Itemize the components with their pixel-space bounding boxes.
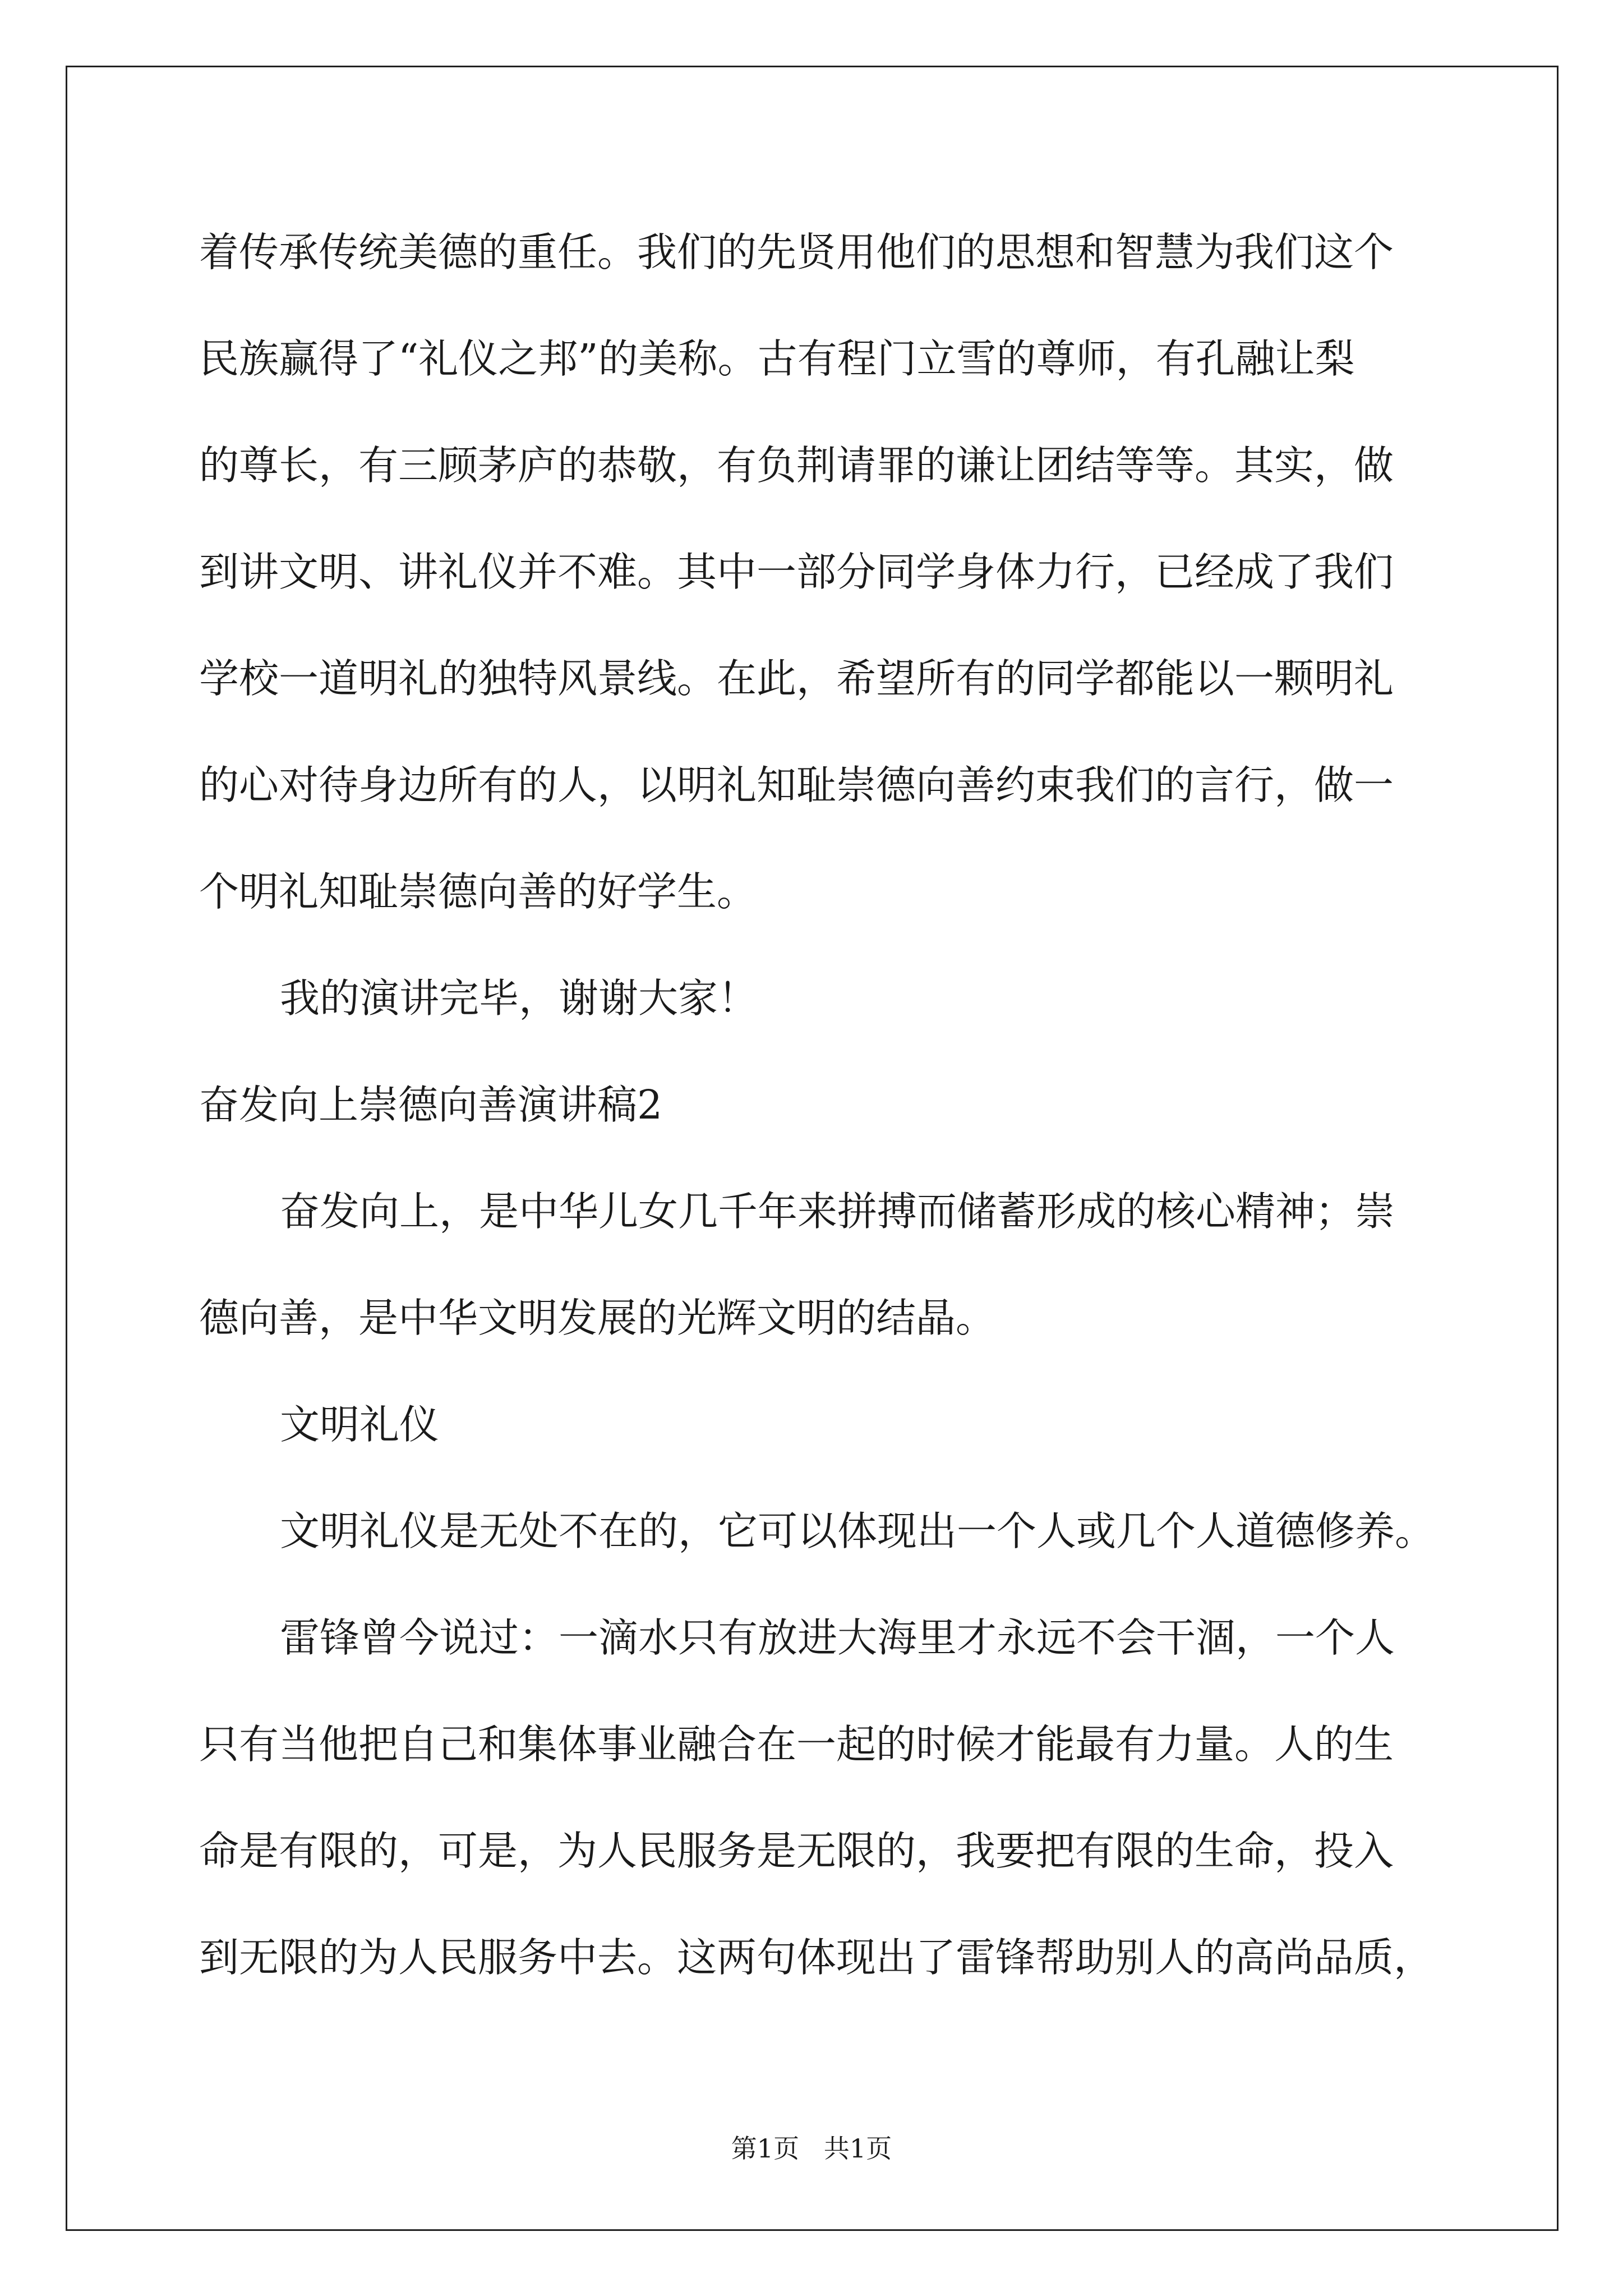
text-line: 的尊长，有三顾茅庐的恭敬，有负荆请罪的谦让团结等等。其实，做 <box>199 442 1394 489</box>
closing-line: 我的演讲完毕，谢谢大家！ <box>280 975 758 1022</box>
text-line: 雷锋曾今说过：一滴水只有放进大海里才永远不会干涸，一个人 <box>280 1614 1395 1661</box>
document-body <box>199 216 1433 2028</box>
text-line: 命是有限的，可是，为人民服务是无限的，我要把有限的生命，投入 <box>199 1828 1394 1874</box>
section-heading: 奋发向上崇德向善演讲稿2 <box>199 1082 663 1128</box>
text-line: 学校一道明礼的独特风景线。在此，希望所有的同学都能以一颗明礼 <box>199 655 1394 702</box>
text-line: 的心对待身边所有的人，以明礼知耻崇德向善约束我们的言行，做一 <box>199 762 1394 808</box>
text-line: 只有当他把自己和集体事业融合在一起的时候才能最有力量。人的生 <box>199 1721 1394 1768</box>
page-number-footer: 第1页 共1页 <box>731 2133 892 2164</box>
subheading: 文明礼仪 <box>280 1401 440 1448</box>
text-line: 文明礼仪是无处不在的，它可以体现出一个人或几个人道德修养。 <box>280 1508 1435 1554</box>
text-line: 到讲文明、讲礼仪并不难。其中一部分同学身体力行，已经成了我们 <box>199 549 1394 595</box>
text-line: 奋发向上，是中华儿女几千年来拼搏而储蓄形成的核心精神；崇 <box>280 1188 1395 1235</box>
text-line: 到无限的为人民服务中去。这两句体现出了雷锋帮助别人的高尚品质， <box>199 1934 1434 1981</box>
text-line: 民族赢得了“礼仪之邦”的美称。古有程门立雪的尊师，有孔融让梨 <box>199 335 1355 382</box>
text-line: 着传承传统美德的重任。我们的先贤用他们的思想和智慧为我们这个 <box>199 229 1394 275</box>
text-line: 德向善，是中华文明发展的光辉文明的结晶。 <box>199 1295 996 1341</box>
text-line: 个明礼知耻崇德向善的好学生。 <box>199 868 757 915</box>
